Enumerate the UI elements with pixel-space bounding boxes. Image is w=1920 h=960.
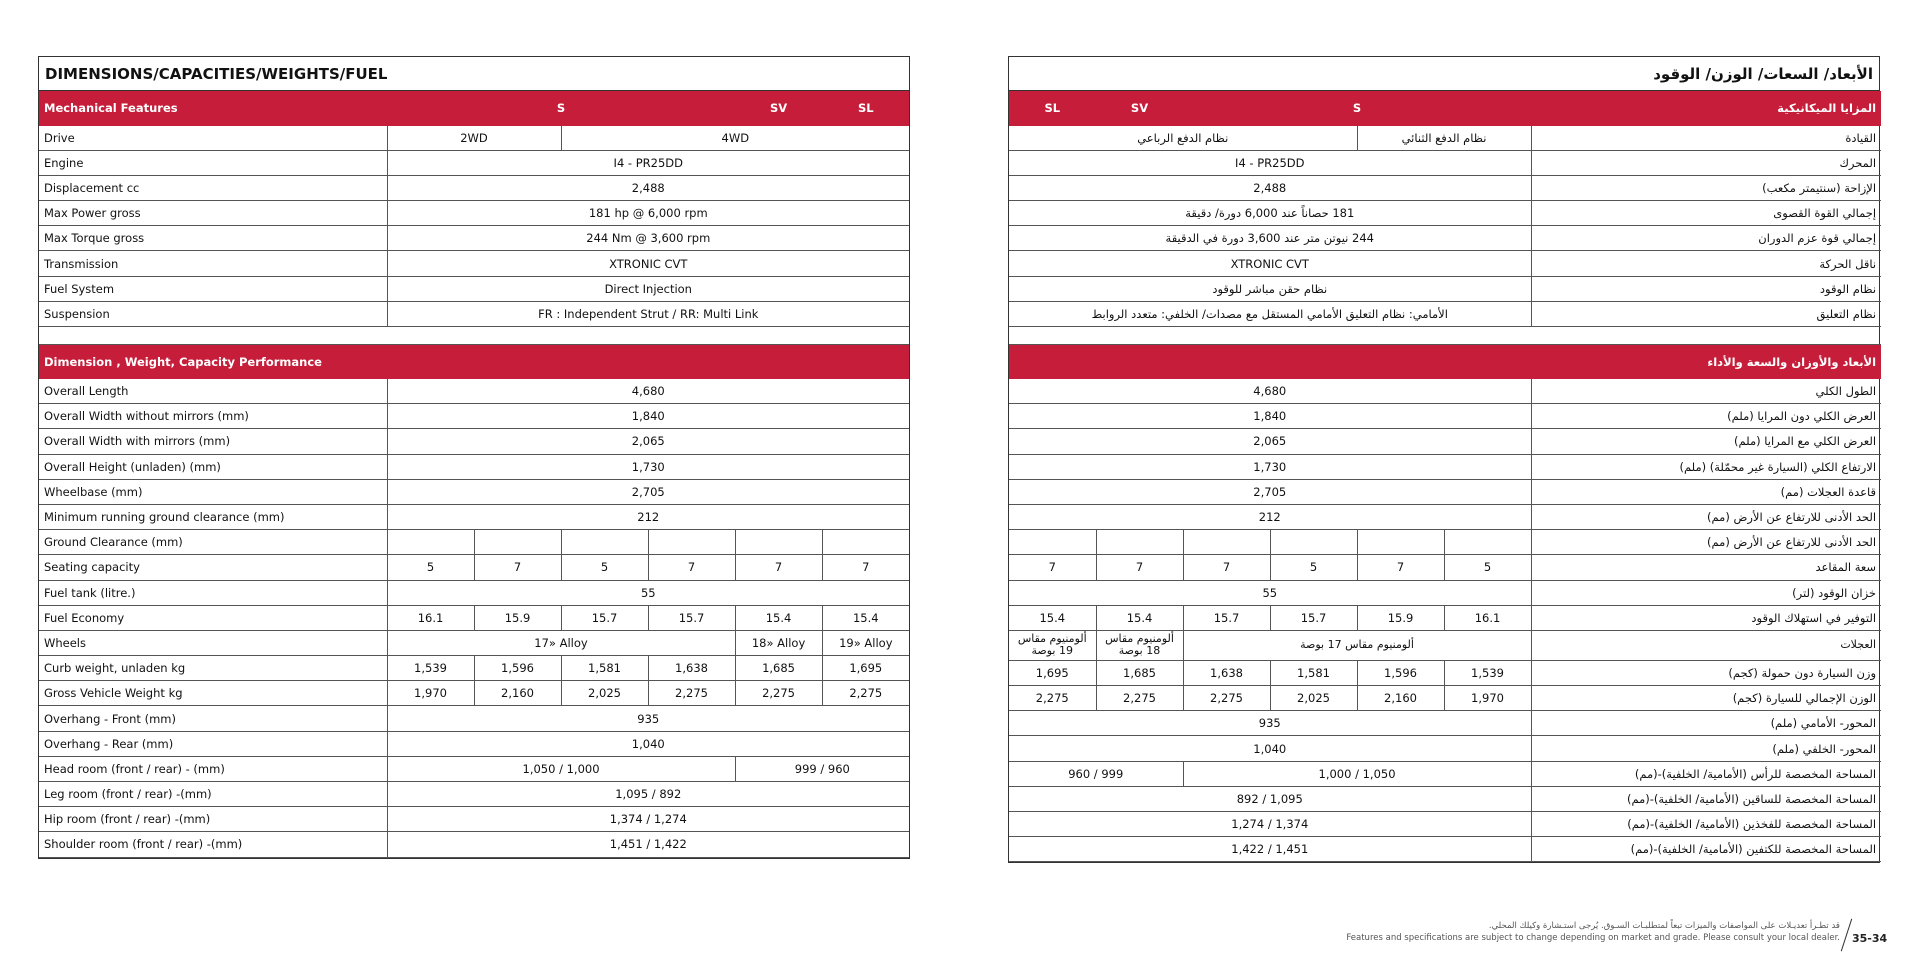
cell-value: 2,275 [648, 681, 735, 706]
row-label: Overall Width without mirrors (mm) [39, 404, 387, 429]
table-row [1009, 125, 1881, 150]
cell-value: 15.7 [1183, 605, 1270, 630]
table-row [1009, 555, 1881, 580]
cell-value: 2WD [387, 125, 561, 150]
mechanical-header-row [1009, 91, 1881, 125]
table-row [1009, 226, 1881, 251]
table-row [39, 454, 909, 479]
cell-value: 4,680 [1009, 379, 1531, 404]
grade-sv-header: SV [1096, 91, 1183, 125]
cell-value: 1,970 [387, 681, 474, 706]
cell-value: 15.4 [735, 605, 822, 630]
cell-value: 935 [1009, 711, 1531, 736]
cell-value: 2,705 [387, 479, 909, 504]
table-row [1009, 812, 1881, 837]
cell-value: 1,581 [1270, 660, 1357, 685]
table-row [39, 756, 909, 781]
table-row [39, 630, 909, 655]
row-label: المساحة المخصصة للرأس (الأمامية/ الخلفية)-(مم) [1531, 761, 1881, 786]
cell-value: 7 [1009, 555, 1096, 580]
table-row [1009, 786, 1881, 811]
row-label: Fuel tank (litre.) [39, 580, 387, 605]
row-label: المساحة المخصصة للفخذين (الأمامية/ الخلفية)-(مم) [1531, 812, 1881, 837]
cell-value: 960 / 999 [1009, 761, 1183, 786]
cell-value: 181 hp @ 6,000 rpm [387, 201, 909, 226]
cell-value: 5 [561, 555, 648, 580]
cell-value: 892 / 1,095 [1009, 786, 1531, 811]
cell-value: XTRONIC CVT [1009, 251, 1531, 276]
table-row [39, 605, 909, 630]
cell-value: 15.7 [648, 605, 735, 630]
table-row [1009, 686, 1881, 711]
section-header: المزايا الميكانيكية [1531, 91, 1881, 125]
cell-value: 2,275 [1096, 686, 1183, 711]
table-row [1009, 630, 1881, 660]
cell-value: I4 - PR25DD [387, 150, 909, 175]
cell-value: 2,065 [387, 429, 909, 454]
cell-value: 18» Alloy [735, 630, 822, 655]
table-row [39, 404, 909, 429]
cell-value: 7 [822, 555, 909, 580]
dimension-header-row [1009, 345, 1881, 379]
cell-value: 15.9 [1357, 605, 1444, 630]
cell-value: 1,539 [1444, 660, 1531, 685]
cell-value [735, 530, 822, 555]
section-header: Mechanical Features [39, 91, 387, 125]
cell-value: Direct Injection [387, 276, 909, 301]
cell-value: 7 [648, 555, 735, 580]
cell-value [1444, 530, 1531, 555]
cell-value: 15.7 [1270, 605, 1357, 630]
cell-value: 1,970 [1444, 686, 1531, 711]
table-row [39, 226, 909, 251]
spacer-row [1009, 327, 1881, 345]
cell-value: 212 [387, 504, 909, 529]
cell-value: نظام حقن مباشر للوقود [1009, 276, 1531, 301]
cell-value: 4WD [561, 125, 909, 150]
table-row [39, 379, 909, 404]
grade-s-header: S [1183, 91, 1531, 125]
cell-value: 2,275 [1009, 686, 1096, 711]
spec-table [1009, 91, 1881, 862]
cell-value: 5 [1444, 555, 1531, 580]
cell-value [474, 530, 561, 555]
table-row [1009, 530, 1881, 555]
cell-value: 15.4 [822, 605, 909, 630]
row-label: Head room (front / rear) - (mm) [39, 756, 387, 781]
grade-sl-header: SL [822, 91, 909, 125]
cell-value: 1,040 [1009, 736, 1531, 761]
cell-value: 2,275 [735, 681, 822, 706]
cell-value: I4 - PR25DD [1009, 150, 1531, 175]
table-row [1009, 429, 1881, 454]
row-label: Overall Height (unladen) (mm) [39, 454, 387, 479]
cell-value: 2,488 [387, 175, 909, 200]
table-row [39, 479, 909, 504]
cell-value: 1,685 [735, 656, 822, 681]
row-label: وزن السيارة دون حمولة (كجم) [1531, 660, 1881, 685]
row-label: الوزن الإجمالي للسيارة (كجم) [1531, 686, 1881, 711]
row-label: إجمالي القوة القصوى [1531, 201, 1881, 226]
row-label: Wheelbase (mm) [39, 479, 387, 504]
cell-value: ألومنيوم مقاس 18 بوصة [1096, 630, 1183, 660]
cell-value: 1,730 [387, 454, 909, 479]
cell-value: 15.9 [474, 605, 561, 630]
disclaimer [1280, 920, 1840, 944]
row-label: العرض الكلي مع المرايا (ملم) [1531, 429, 1881, 454]
table-row [39, 530, 909, 555]
section-header: الأبعاد والأوزان والسعة والأداء [1009, 345, 1881, 379]
row-label: المحور- الأمامي (ملم) [1531, 711, 1881, 736]
table-row [1009, 454, 1881, 479]
cell-value: 181 حصاناً عند 6,000 دورة/ دقيقة [1009, 201, 1531, 226]
table-row [39, 656, 909, 681]
table-row [1009, 404, 1881, 429]
mechanical-header-row [39, 91, 909, 125]
cell-value: 5 [387, 555, 474, 580]
cell-value: 2,275 [1183, 686, 1270, 711]
row-label: المحور- الخلفي (ملم) [1531, 736, 1881, 761]
cell-value: 1,422 / 1,451 [1009, 837, 1531, 862]
row-label: العرض الكلي دون المرايا (ملم) [1531, 404, 1881, 429]
cell-value: FR : Independent Strut / RR: Multi Link [387, 301, 909, 326]
cell-value: 2,025 [1270, 686, 1357, 711]
cell-value: 2,160 [1357, 686, 1444, 711]
table-row [39, 251, 909, 276]
row-label: Leg room (front / rear) -(mm) [39, 782, 387, 807]
row-label: Overall Length [39, 379, 387, 404]
row-label: العجلات [1531, 630, 1881, 660]
spec-table-english [38, 56, 910, 859]
cell-value [1096, 530, 1183, 555]
cell-value: 935 [387, 706, 909, 731]
cell-value: 17» Alloy [387, 630, 735, 655]
row-label: Seating capacity [39, 555, 387, 580]
table-row [39, 580, 909, 605]
cell-value: 212 [1009, 504, 1531, 529]
row-label: Suspension [39, 301, 387, 326]
table-row [1009, 379, 1881, 404]
row-label: المحرك [1531, 150, 1881, 175]
row-label: Curb weight, unladen kg [39, 656, 387, 681]
cell-value [1009, 530, 1096, 555]
cell-value: 7 [474, 555, 561, 580]
cell-value: ألومنيوم مقاس 17 بوصة [1183, 630, 1531, 660]
table-row [39, 429, 909, 454]
table-row [1009, 711, 1881, 736]
row-label: الارتفاع الكلي (السيارة غير محمّلة) (ملم) [1531, 454, 1881, 479]
row-label: نظام الوقود [1531, 276, 1881, 301]
cell-value: ألومنيوم مقاس 19 بوصة [1009, 630, 1096, 660]
cell-value: 1,596 [1357, 660, 1444, 685]
row-label: Overhang - Front (mm) [39, 706, 387, 731]
table-row [1009, 201, 1881, 226]
cell-value: 1,581 [561, 656, 648, 681]
table-row [39, 555, 909, 580]
row-label: Gross Vehicle Weight kg [39, 681, 387, 706]
row-label: ناقل الحركة [1531, 251, 1881, 276]
cell-value: 55 [387, 580, 909, 605]
cell-value [1270, 530, 1357, 555]
cell-value [387, 530, 474, 555]
cell-value: 1,040 [387, 731, 909, 756]
disclaimer-english: Features and specifications are subject to change depending on market and grade. Please consult your local dealer. [1346, 933, 1840, 943]
row-label: Fuel Economy [39, 605, 387, 630]
cell-value: 16.1 [1444, 605, 1531, 630]
cell-value: 2,705 [1009, 479, 1531, 504]
table-row [1009, 660, 1881, 685]
row-label: نظام التعليق [1531, 301, 1881, 326]
table-row [39, 681, 909, 706]
row-label: Max Torque gross [39, 226, 387, 251]
cell-value: 1,596 [474, 656, 561, 681]
table-row [39, 175, 909, 200]
row-label: Displacement cc [39, 175, 387, 200]
cell-value: 2,065 [1009, 429, 1531, 454]
row-label: Transmission [39, 251, 387, 276]
cell-value: نظام الدفع الثنائي [1357, 125, 1531, 150]
cell-value: 1,451 / 1,422 [387, 832, 909, 857]
cell-value: 16.1 [387, 605, 474, 630]
row-label: Shoulder room (front / rear) -(mm) [39, 832, 387, 857]
row-label: Overall Width with mirrors (mm) [39, 429, 387, 454]
cell-value: 1,695 [822, 656, 909, 681]
cell-value [1357, 530, 1444, 555]
table-row [1009, 479, 1881, 504]
table-row [1009, 761, 1881, 786]
row-label: سعة المقاعد [1531, 555, 1881, 580]
table-row [1009, 736, 1881, 761]
row-label: Minimum running ground clearance (mm) [39, 504, 387, 529]
page-number: 35-34 [1852, 932, 1888, 945]
table-row [1009, 580, 1881, 605]
cell-value [822, 530, 909, 555]
table-row [39, 706, 909, 731]
cell-value: 1,840 [1009, 404, 1531, 429]
cell-value: 7 [1357, 555, 1444, 580]
spec-table [39, 91, 909, 858]
row-label: الطول الكلي [1531, 379, 1881, 404]
table-row [39, 731, 909, 756]
dimension-header-row [39, 345, 909, 379]
row-label: Hip room (front / rear) -(mm) [39, 807, 387, 832]
table-row [1009, 504, 1881, 529]
cell-value: 999 / 960 [735, 756, 909, 781]
cell-value: 2,275 [822, 681, 909, 706]
cell-value: XTRONIC CVT [387, 251, 909, 276]
cell-value [561, 530, 648, 555]
row-label: Drive [39, 125, 387, 150]
grade-sl-header: SL [1009, 91, 1096, 125]
cell-value: 15.4 [1009, 605, 1096, 630]
cell-value: 55 [1009, 580, 1531, 605]
table-row [39, 150, 909, 175]
cell-value: 1,840 [387, 404, 909, 429]
page-title: DIMENSIONS/CAPACITIES/WEIGHTS/FUEL [39, 57, 909, 91]
cell-value: 1,730 [1009, 454, 1531, 479]
table-row [39, 832, 909, 857]
cell-value: 7 [1183, 555, 1270, 580]
cell-value: 244 نيوتن متر عند 3,600 دورة في الدقيقة [1009, 226, 1531, 251]
spec-table-arabic [1008, 56, 1880, 863]
row-label: إجمالي قوة عزم الدوران [1531, 226, 1881, 251]
cell-value [648, 530, 735, 555]
page-title-arabic: الأبعاد/ السعات/ الوزن/ الوقود [1009, 57, 1879, 91]
section-header: Dimension , Weight, Capacity Performance [39, 345, 909, 379]
row-label: المساحة المخصصة للكتفين (الأمامية/ الخلفية)-(مم) [1531, 837, 1881, 862]
disclaimer-arabic: قد تطـرأ تعديـلات على المواصفات والميزات تبعاً لمتطلبـات السـوق. يُرجى استـشارة وكيلك المحلي. [1488, 921, 1840, 931]
row-label: المساحة المخصصة للساقين (الأمامية/ الخلفية)-(مم) [1531, 786, 1881, 811]
row-label: الحد الأدنى للارتفاع عن الأرض (مم) [1531, 530, 1881, 555]
divider-slash [1841, 919, 1852, 952]
cell-value: 1,539 [387, 656, 474, 681]
row-label: التوفير في استهلاك الوقود [1531, 605, 1881, 630]
cell-value: 1,638 [1183, 660, 1270, 685]
cell-value: 5 [1270, 555, 1357, 580]
table-row [39, 301, 909, 326]
table-row [1009, 251, 1881, 276]
table-row [1009, 605, 1881, 630]
cell-value: 1,638 [648, 656, 735, 681]
cell-value: 15.4 [1096, 605, 1183, 630]
table-row [1009, 837, 1881, 862]
cell-value: 1,374 / 1,274 [387, 807, 909, 832]
row-label: الحد الأدنى للارتفاع عن الأرض (مم) [1531, 504, 1881, 529]
cell-value: 1,050 / 1,000 [387, 756, 735, 781]
cell-value [1183, 530, 1270, 555]
cell-value: 244 Nm @ 3,600 rpm [387, 226, 909, 251]
cell-value: 1,695 [1009, 660, 1096, 685]
cell-value: 1,095 / 892 [387, 782, 909, 807]
cell-value: 1,274 / 1,374 [1009, 812, 1531, 837]
cell-value: الأمامي: نظام التعليق الأمامي المستقل مع مصدات/ الخلفي: متعدد الروابط [1009, 301, 1531, 326]
table-row [1009, 150, 1881, 175]
table-row [39, 201, 909, 226]
table-row [1009, 175, 1881, 200]
cell-value: 19» Alloy [822, 630, 909, 655]
table-row [1009, 276, 1881, 301]
spacer-cell [39, 327, 909, 345]
row-label: Ground Clearance (mm) [39, 530, 387, 555]
cell-value: 2,025 [561, 681, 648, 706]
cell-value: 2,488 [1009, 175, 1531, 200]
grade-sv-header: SV [735, 91, 822, 125]
spacer-row [39, 327, 909, 345]
row-label: Overhang - Rear (mm) [39, 731, 387, 756]
cell-value: 4,680 [387, 379, 909, 404]
cell-value: 2,160 [474, 681, 561, 706]
table-row [39, 782, 909, 807]
table-row [39, 125, 909, 150]
row-label: القيادة [1531, 125, 1881, 150]
row-label: Engine [39, 150, 387, 175]
cell-value: 7 [735, 555, 822, 580]
row-label: Max Power gross [39, 201, 387, 226]
row-label: قاعدة العجلات (مم) [1531, 479, 1881, 504]
cell-value: 1,685 [1096, 660, 1183, 685]
cell-value: 7 [1096, 555, 1183, 580]
table-row [39, 276, 909, 301]
table-row [39, 807, 909, 832]
spacer-cell [1009, 327, 1881, 345]
cell-value: 1,000 / 1,050 [1183, 761, 1531, 786]
cell-value: 15.7 [561, 605, 648, 630]
table-row [39, 504, 909, 529]
row-label: الإزاحة (سنتيمتر مكعب) [1531, 175, 1881, 200]
grade-s-header: S [387, 91, 735, 125]
cell-value: نظام الدفع الرباعي [1009, 125, 1357, 150]
table-row [1009, 301, 1881, 326]
row-label: Wheels [39, 630, 387, 655]
row-label: Fuel System [39, 276, 387, 301]
row-label: خزان الوقود (لتر) [1531, 580, 1881, 605]
